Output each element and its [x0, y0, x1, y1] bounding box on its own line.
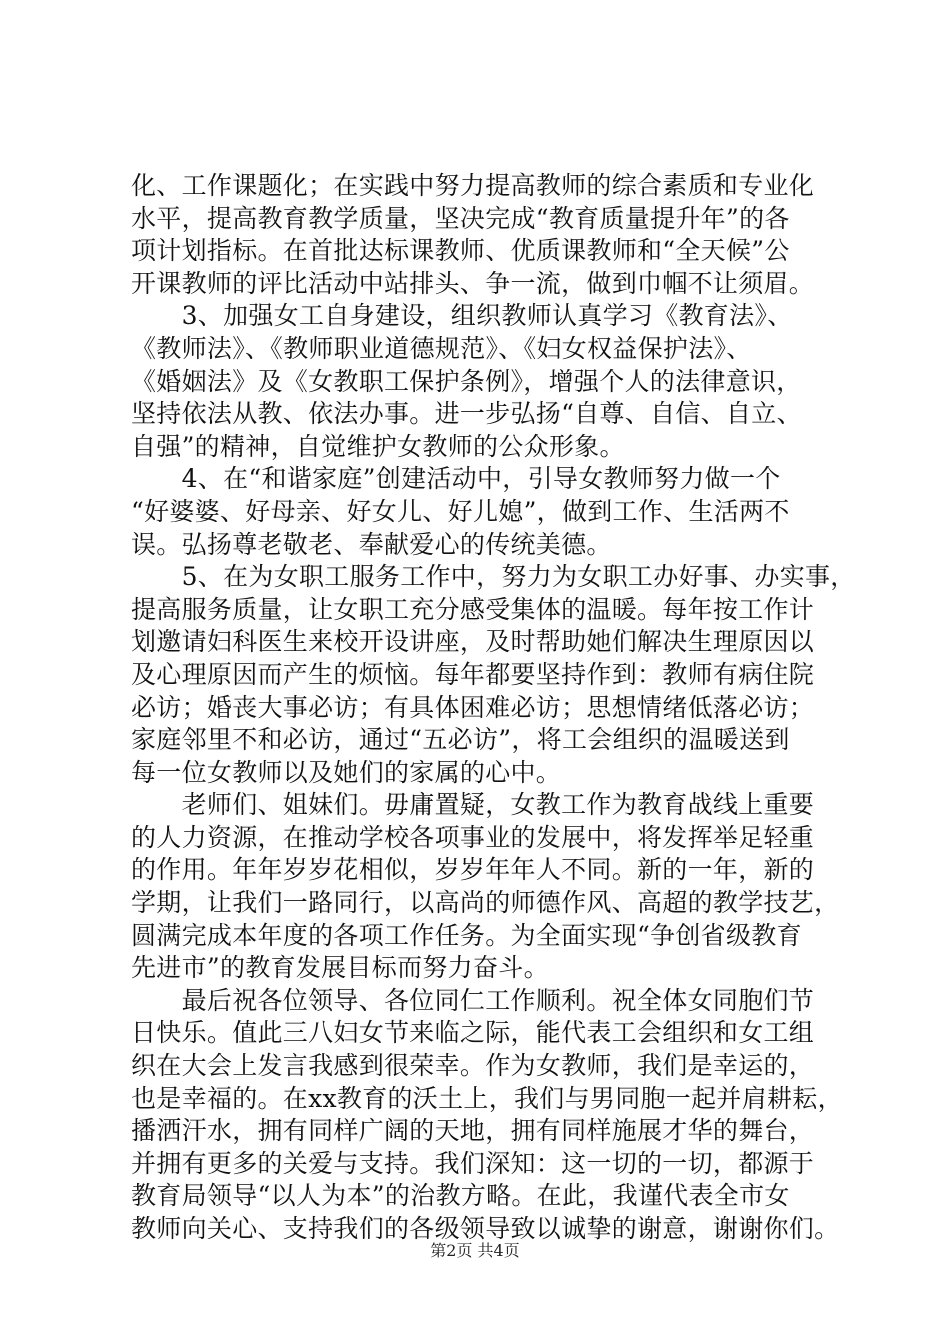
text-line: 的人力资源，在推动学校各项事业的发展中，将发挥举足轻重 [131, 822, 815, 852]
text-line: 圆满完成本年度的各项工作任务。为全面实现“争创省级教育 [131, 920, 802, 950]
text-line: 的作用。年年岁岁花相似，岁岁年年人不同。新的一年，新的 [131, 855, 815, 885]
text-line: 《教师法》、《教师职业道德规范》、《妇女权益保护法》、 [131, 333, 752, 363]
text-line: 必访；婚丧大事必访；有具体困难必访；思想情绪低落必访； [131, 692, 815, 722]
text-line: “好婆婆、好母亲、好女儿、好儿媳”，做到工作、生活两不 [131, 496, 790, 526]
text-line: 教师向关心、支持我们的各级领导致以诚挚的谢意，谢谢你们。 [131, 1214, 840, 1243]
text-line: 也是幸福的。在xx教育的沃土上，我们与男同胞一起并肩耕耘， [131, 1083, 843, 1113]
text-line: 家庭邻里不和必访，通过“五必访”，将工会组织的温暖送到 [131, 725, 790, 755]
text-line: 播洒汗水，拥有同样广阔的天地，拥有同样施展才华的舞台， [131, 1116, 815, 1146]
text-line: 3、加强女工自身建设，组织教师认真学习《教育法》、 [131, 301, 793, 331]
text-line: 织在大会上发言我感到很荣幸。作为女教师，我们是幸运的， [131, 1051, 815, 1081]
text-line: 5、在为女职工服务工作中，努力为女职工办好事、办实事， [131, 562, 856, 592]
text-line: 老师们、姐妹们。毋庸置疑，女教工作为教育战线上重要 [131, 790, 815, 820]
text-line: 提高服务质量，让女职工充分感受集体的温暖。每年按工作计 [131, 594, 815, 624]
text-line: 划邀请妇科医生来校开设讲座，及时帮助她们解决生理原因以 [131, 627, 815, 657]
text-line: 自强”的精神，自觉维护女教师的公众形象。 [131, 431, 625, 461]
text-line: 水平，提高教育教学质量，坚决完成“教育质量提升年”的各 [131, 203, 790, 233]
text-line: 教育局领导“以人为本”的治教方略。在此，我谨代表全市女 [131, 1181, 790, 1211]
text-line: 坚持依法从教、依法办事。进一步弘扬“自尊、自信、自立、 [131, 399, 802, 429]
text-line: 每一位女教师以及她们的家属的心中。 [131, 757, 562, 787]
text-line: 开课教师的评比活动中站排头、争一流，做到巾帼不让须眉。 [131, 268, 815, 298]
text-line: 《婚姻法》及《女教职工保护条例》，增强个人的法律意识， [131, 366, 802, 396]
text-line: 4、在“和谐家庭”创建活动中，引导女教师努力做一个 [131, 464, 781, 494]
text-line: 先进市”的教育发展目标而努力奋斗。 [131, 953, 549, 983]
document-body [131, 170, 856, 1246]
page-footer: 第2页 共4页 [430, 1241, 520, 1260]
text-line: 日快乐。值此三八妇女节来临之际，能代表工会组织和女工组 [131, 1018, 815, 1048]
text-line: 项计划指标。在首批达标课教师、优质课教师和“全天候”公 [131, 236, 790, 266]
text-line: 最后祝各位领导、各位同仁工作顺利。祝全体女同胞们节 [131, 985, 815, 1015]
text-line: 并拥有更多的关爱与支持。我们深知：这一切的一切，都源于 [131, 1148, 815, 1178]
text-line: 误。弘扬尊老敬老、奉献爱心的传统美德。 [131, 529, 612, 559]
text-line: 及心理原因而产生的烦恼。每年都要坚持作到：教师有病住院 [131, 659, 815, 689]
text-line: 化、工作课题化；在实践中努力提高教师的综合素质和专业化 [131, 171, 815, 200]
text-line: 学期，让我们一路同行，以高尚的师德作风、高超的教学技艺， [131, 888, 840, 918]
